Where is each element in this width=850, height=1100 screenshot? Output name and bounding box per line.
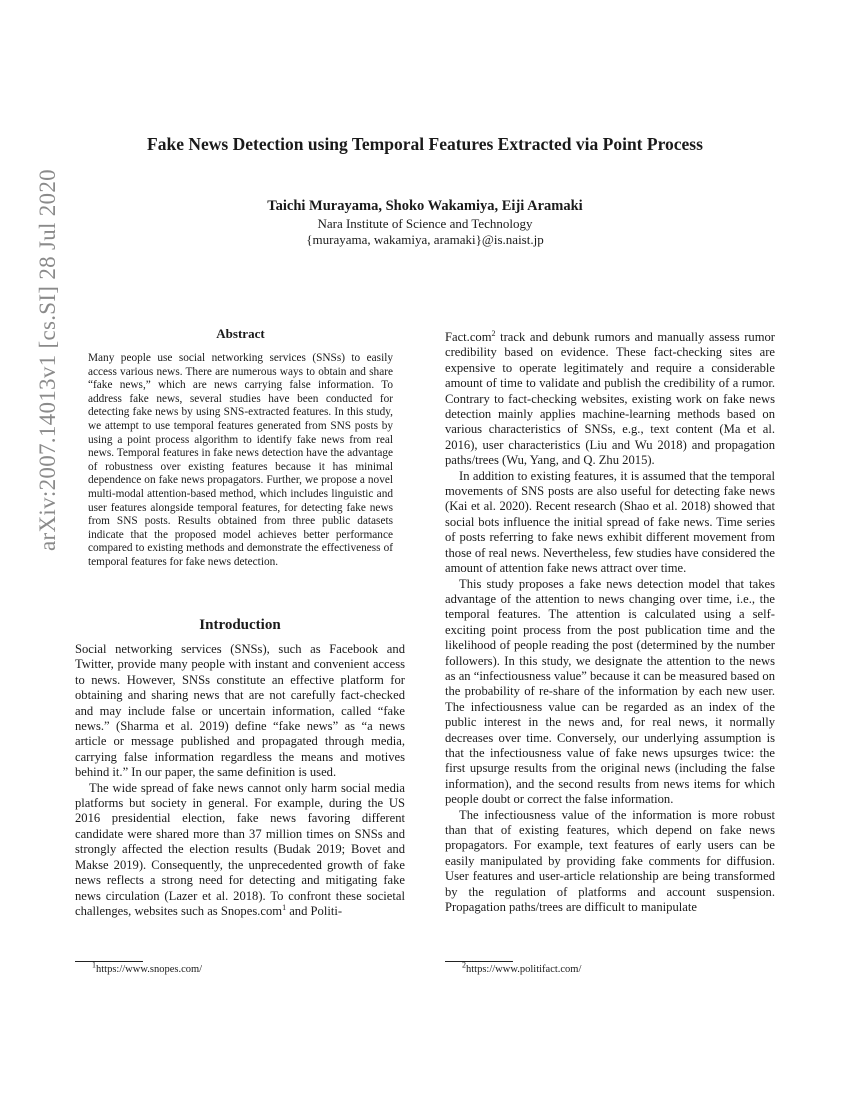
- footnote-2: [462, 960, 582, 975]
- footnote-1-mark: 1: [92, 960, 96, 970]
- affiliation: Nara Institute of Science and Technology: [317, 216, 533, 231]
- intro-paragraph-4: In addition to existing features, it is assumed that the temporal movements of SNS posts are also useful for detecting fake news (Kai et al. 2020). Recent research (Shao et al. 2018) showed that social bots influence the initial spread of fake news. Time series of posts referring to fake news exhibit different movement from those of real news. Nevertheless, few studies have considered the amount of attention fake news attract over time.: [445, 468, 775, 576]
- intro-paragraph-1: Social networking services (SNSs), such as Facebook and Twitter, provide many people with instant and convenient access to news. However, SNSs constitute an effective platform for obtaining and sharing news that are not carefully fact-checked and may include false or uncertain information, called “fake news.” (Sharma et al. 2019) define “fake news” as “a news article or message published and propagated through media, carrying false information regardless the means and motives behind it.” In our paper, the same definition is used.: [75, 642, 405, 780]
- intro-paragraph-6: The infectiousness value of the information is more robust than that of existing features, which depend on fake news propagators. For example, text features of early users can be easily manipulated by providing fake comments for diffusion. User features and user-article relationship are being transformed by the regulation of platforms and account suspension. Propagation paths/trees are difficult to manipulate: [445, 807, 775, 915]
- footnote-2-mark: 2: [462, 960, 466, 970]
- authors: Taichi Murayama, Shoko Wakamiya, Eiji Aramaki: [267, 198, 583, 214]
- intro-paragraph-3-text: track and debunk rumors and manually assess rumor credibility based on evidence. These fact-checking sites are expensive to operate legitimately and require a considerable amount of time to validate and publish the credibility of a rumor. Contrary to fact-checking websites, existing work on fake news detection mainly applies machine-learning methods based on various characteristics of SNSs, e.g., text content (Ma et al. 2016), user characteristics (Liu and Wu 2018) and propagation paths/trees (Wu, Yang, and Q. Zhu 2015).: [445, 330, 775, 468]
- left-column: [75, 642, 405, 919]
- intro-paragraph-2-tail: and Politi-: [286, 903, 343, 918]
- footnote-ref-2: 2: [491, 328, 496, 338]
- intro-paragraph-2-text: The wide spread of fake news cannot only harm social media platforms but society in general. For example, during the US 2016 presidential election, fake news favoring different candidate were shared more than 37 million times on SNSs and strongly affected the election results (Budak 2019; Bovet and Makse 2019). Consequently, the unprecedented growth of fake news reflects a strong need for detecting and mitigating fake news circulation (Lazer et al. 2018). To confront these societal challenges, websites such as Snopes.com: [75, 780, 405, 918]
- right-column: [445, 330, 775, 915]
- footnote-2-url: https://www.politifact.com/: [466, 964, 582, 975]
- email: {murayama, wakamiya, aramaki}@is.naist.jp: [306, 232, 544, 247]
- footnote-rule-left: [75, 961, 143, 962]
- politifact-word: Fact.com: [445, 330, 492, 344]
- intro-paragraph-5: This study proposes a fake news detection model that takes advantage of the attention to news changing over time, i.e., the temporal features. The attention is calculated using a self-exciting point process from the post publication time and the likelihood of people reading the post (determined by the number followers). In this study, we designate the attention to the news as an “infectiousness value” because it can be measured based on the probability of re-share of the information by each new user. The infectiousness value can be regarded as an index of the public interest in the news and, for real news, it normally decreases over time. Conversely, our underlying assumption is that the infectiousness value of fake news upsurges twice: the first upsurge results from the original news (including the false information), and the second results from news items for which people doubt or correct the false information.: [445, 576, 775, 807]
- abstract-text: Many people use social networking services (SNSs) to easily access various news. There are numerous ways to obtain and share “fake news,” which are news carrying false information. To address fake news, several studies have been conducted for detecting fake news by using SNS-extracted features. In this study, we attempt to use temporal features generated from SNS posts by using a point process algorithm to identify fake news from real news. Temporal features in fake news detection have the advantage of robustness over existing features because it has minimal dependence on fake news propagators. Further, we propose a novel multi-modal attention-based method, which includes linguistic and user features alongside temporal features, for detecting fake news from SNS posts. Results obtained from three public datasets indicate that the proposed model achieves better performance compared to existing methods and demonstrate the effectiveness of temporal features for fake news detection.: [88, 352, 393, 568]
- footnote-1: [92, 960, 203, 975]
- intro-paragraph-3: [445, 330, 775, 469]
- abstract-heading: Abstract: [216, 326, 265, 341]
- introduction-heading: Introduction: [199, 617, 281, 633]
- footnote-rule-right: [445, 961, 513, 962]
- footnote-1-url: https://www.snopes.com/: [96, 964, 203, 975]
- intro-paragraph-2: [75, 781, 405, 920]
- arxiv-stamp-text: arXiv:2007.14013v1 [cs.SI] 28 Jul 2020: [35, 169, 60, 551]
- paper-title: Fake News Detection using Temporal Features Extracted via Point Process: [147, 134, 703, 154]
- footnote-ref-1: 1: [282, 902, 287, 912]
